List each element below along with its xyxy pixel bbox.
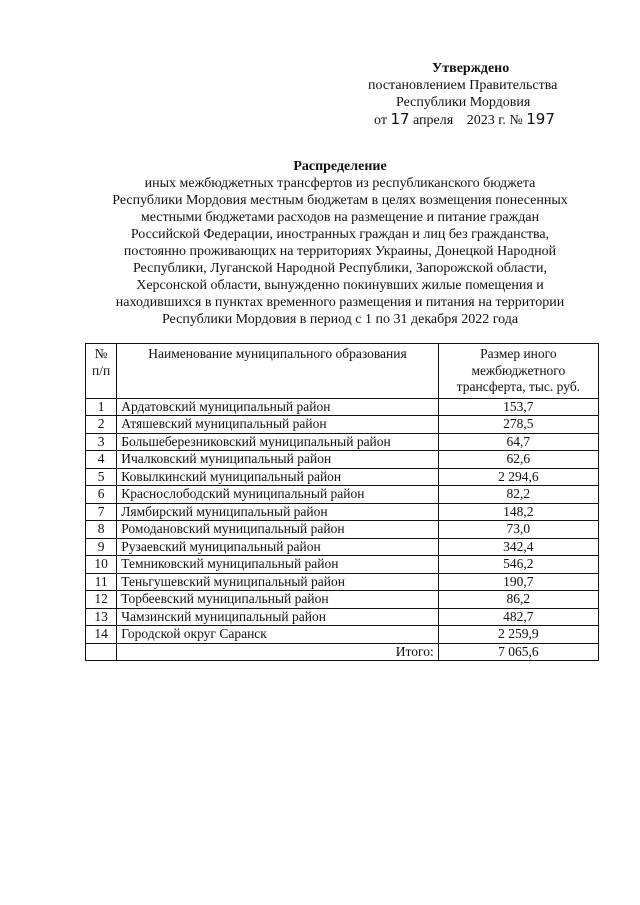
table-row — [86, 503, 599, 521]
approval-line-2: постановлением Правительства — [368, 78, 558, 93]
row-num: 1 — [86, 398, 117, 416]
row-num: 5 — [86, 468, 117, 486]
row-name: Большеберезниковский муниципальный район — [117, 433, 439, 451]
row-num: 12 — [86, 591, 117, 609]
header-value-line: трансферта, тыс. руб. — [456, 379, 581, 394]
title-line: постоянно проживающих на территориях Украины, Донецкой Народной — [123, 244, 557, 259]
title-line: Республики Мордовия местным бюджетам в целях возмещения понесенных — [112, 193, 568, 208]
row-num: 10 — [86, 556, 117, 574]
table-row — [86, 538, 599, 556]
row-value: 64,7 — [438, 433, 598, 451]
table-row — [86, 573, 599, 591]
row-name: Темниковский муниципальный район — [117, 556, 439, 574]
approval-date-line — [360, 111, 600, 129]
title-line: находившихся в пунктах временного размещения и питания на территории — [115, 295, 565, 310]
title-line: Херсонской области, вынужденно покинувших жилые помещения и — [136, 278, 544, 293]
row-num: 2 — [86, 416, 117, 434]
row-num: 3 — [86, 433, 117, 451]
total-row — [86, 643, 599, 661]
approval-status: Утверждено — [432, 61, 510, 76]
row-value: 482,7 — [438, 608, 598, 626]
table-row — [86, 626, 599, 644]
table-row — [86, 521, 599, 539]
approval-month: апреля — [413, 113, 454, 128]
header-value-line: Размер иного — [480, 346, 557, 361]
total-value: 7 065,6 — [438, 643, 598, 661]
row-name: Городской округ Саранск — [117, 626, 439, 644]
row-num: 9 — [86, 538, 117, 556]
table-row — [86, 591, 599, 609]
approval-block — [360, 60, 600, 129]
row-num: 4 — [86, 451, 117, 469]
row-value: 73,0 — [438, 521, 598, 539]
row-value: 153,7 — [438, 398, 598, 416]
table-row — [86, 486, 599, 504]
row-name: Краснослободский муниципальный район — [117, 486, 439, 504]
title-line: Российской Федерации, иностранных граждан и лиц без гражданства, — [130, 227, 550, 242]
row-value: 278,5 — [438, 416, 598, 434]
title-line: Республики Мордовия в период с 1 по 31 декабря 2022 года — [161, 312, 519, 327]
header-num-line: п/п — [92, 362, 111, 378]
header-value-line: межбюджетного — [471, 362, 566, 378]
distribution-table — [85, 343, 599, 661]
title-line: иных межбюджетных трансфертов из республиканского бюджета — [144, 176, 536, 191]
row-value: 546,2 — [438, 556, 598, 574]
total-empty-cell — [86, 643, 117, 661]
row-value: 2 259,9 — [438, 626, 598, 644]
title-line: местными бюджетами расходов на размещение и питание граждан — [140, 210, 540, 225]
row-num: 6 — [86, 486, 117, 504]
row-name: Атяшевский муниципальный район — [117, 416, 439, 434]
title-line: Республики, Луганской Народной Республики, Запорожской области, — [132, 261, 548, 276]
total-label: Итого: — [117, 643, 439, 661]
row-value: 190,7 — [438, 573, 598, 591]
row-num: 14 — [86, 626, 117, 644]
table-row — [86, 398, 599, 416]
header-value — [438, 344, 598, 399]
table-row — [86, 451, 599, 469]
row-name: Теньгушевский муниципальный район — [117, 573, 439, 591]
header-num-line: № — [94, 346, 108, 361]
header-name: Наименование муниципального образования — [117, 344, 439, 399]
approval-day: 17 — [390, 110, 410, 128]
approval-year: 2023 г. № — [466, 113, 523, 128]
approval-number: 197 — [526, 110, 555, 128]
row-num: 7 — [86, 503, 117, 521]
table-row — [86, 433, 599, 451]
row-name: Торбеевский муниципальный район — [117, 591, 439, 609]
approval-line-3: Республики Мордовия — [396, 95, 531, 110]
document-title — [90, 158, 590, 328]
row-num: 11 — [86, 573, 117, 591]
row-num: 8 — [86, 521, 117, 539]
title-heading: Распределение — [293, 159, 387, 174]
row-value: 82,2 — [438, 486, 598, 504]
approval-from: от — [374, 113, 387, 128]
row-value: 148,2 — [438, 503, 598, 521]
row-value: 86,2 — [438, 591, 598, 609]
row-num: 13 — [86, 608, 117, 626]
row-name: Чамзинский муниципальный район — [117, 608, 439, 626]
row-name: Ичалковский муниципальный район — [117, 451, 439, 469]
table-row — [86, 556, 599, 574]
row-name: Ардатовский муниципальный район — [117, 398, 439, 416]
row-name: Ковылкинский муниципальный район — [117, 468, 439, 486]
row-value: 62,6 — [438, 451, 598, 469]
header-num — [86, 344, 117, 399]
table-header-row — [86, 344, 599, 399]
table-row — [86, 608, 599, 626]
row-name: Лямбирский муниципальный район — [117, 503, 439, 521]
row-name: Рузаевский муниципальный район — [117, 538, 439, 556]
table-row — [86, 416, 599, 434]
row-value: 342,4 — [438, 538, 598, 556]
row-name: Ромодановский муниципальный район — [117, 521, 439, 539]
table-row — [86, 468, 599, 486]
row-value: 2 294,6 — [438, 468, 598, 486]
